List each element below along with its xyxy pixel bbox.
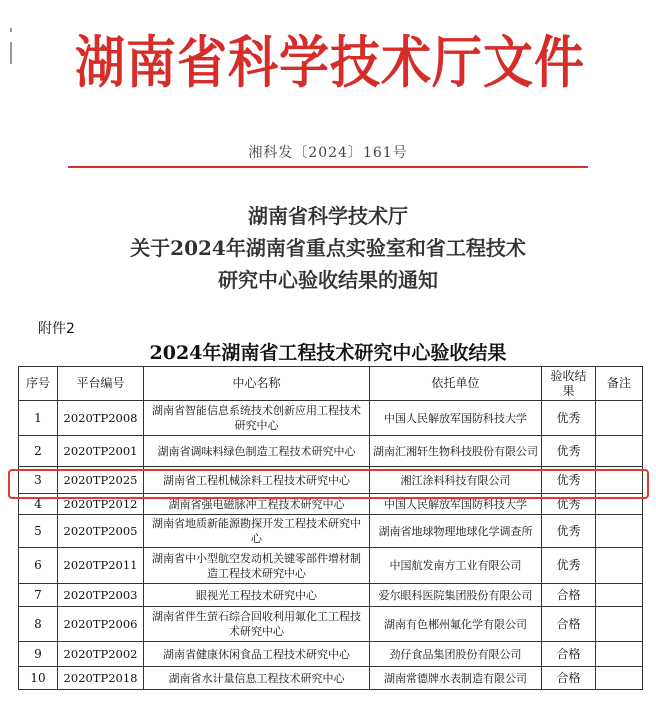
table-row — [19, 494, 643, 515]
header-note: 备注 — [596, 367, 643, 401]
cell-code: 2020TP2003 — [58, 584, 144, 607]
red-divider-line — [68, 166, 588, 168]
cell-name: 湖南省伴生萤石综合回收利用氟化工工程技术研究中心 — [144, 607, 370, 642]
table-row-highlighted — [19, 467, 643, 494]
cell-note — [596, 401, 643, 436]
cell-result: 优秀 — [542, 494, 596, 515]
cell-result: 合格 — [542, 642, 596, 667]
margin-mark — [10, 28, 12, 32]
cell-index: 7 — [19, 584, 58, 607]
cell-name: 湖南省地质新能源勘探开发工程技术研究中心 — [144, 515, 370, 548]
attachment-label: 附件2 — [38, 321, 75, 337]
results-table — [18, 366, 643, 690]
cell-code: 2020TP2001 — [58, 436, 144, 467]
header-result: 验收结果 — [542, 367, 596, 401]
cell-code: 2020TP2002 — [58, 642, 144, 667]
table-row — [19, 548, 643, 584]
cell-host: 湘江涂料科技有限公司 — [370, 467, 542, 494]
notice-title-line-3: 研究中心验收结果的通知 — [218, 268, 438, 292]
cell-note — [596, 467, 643, 494]
cell-name: 湖南省工程机械涂料工程技术研究中心 — [144, 467, 370, 494]
header-code: 平台编号 — [58, 367, 144, 401]
table-row — [19, 401, 643, 436]
notice-title — [0, 200, 656, 296]
cell-index: 5 — [19, 515, 58, 548]
cell-result: 优秀 — [542, 548, 596, 584]
cell-note — [596, 642, 643, 667]
table-row — [19, 667, 643, 690]
cell-host: 爱尔眼科医院集团股份有限公司 — [370, 584, 542, 607]
cell-index: 2 — [19, 436, 58, 467]
cell-index: 9 — [19, 642, 58, 667]
masthead-title: 湖南省科学技术厅文件 — [75, 29, 585, 96]
cell-note — [596, 436, 643, 467]
cell-index: 4 — [19, 494, 58, 515]
cell-host: 中国人民解放军国防科技大学 — [370, 494, 542, 515]
cell-result: 合格 — [542, 607, 596, 642]
document-number: 湘科发〔2024〕161号 — [248, 145, 408, 161]
notice-title-line-1: 湖南省科学技术厅 — [248, 204, 408, 228]
cell-note — [596, 515, 643, 548]
header-name: 中心名称 — [144, 367, 370, 401]
cell-code: 2020TP2005 — [58, 515, 144, 548]
cell-result: 优秀 — [542, 515, 596, 548]
cell-note — [596, 607, 643, 642]
cell-index: 1 — [19, 401, 58, 436]
cell-result: 合格 — [542, 584, 596, 607]
cell-note — [596, 494, 643, 515]
table-title: 2024年湖南省工程技术研究中心验收结果 — [149, 342, 507, 364]
cell-code: 2020TP2011 — [58, 548, 144, 584]
cell-index: 8 — [19, 607, 58, 642]
cell-note — [596, 548, 643, 584]
cell-host: 湖南常德牌水表制造有限公司 — [370, 667, 542, 690]
cell-index: 6 — [19, 548, 58, 584]
cell-result: 优秀 — [542, 436, 596, 467]
cell-name: 湖南省健康休闲食品工程技术研究中心 — [144, 642, 370, 667]
cell-note — [596, 584, 643, 607]
cell-name: 湖南省中小型航空发动机关键零部件增材制造工程技术研究中心 — [144, 548, 370, 584]
cell-index: 3 — [19, 467, 58, 494]
table-row — [19, 607, 643, 642]
cell-name: 湖南省强电磁脉冲工程技术研究中心 — [144, 494, 370, 515]
cell-code: 2020TP2012 — [58, 494, 144, 515]
cell-name: 湖南省智能信息系统技术创新应用工程技术研究中心 — [144, 401, 370, 436]
cell-code: 2020TP2006 — [58, 607, 144, 642]
cell-host: 湖南省地球物理地球化学调查所 — [370, 515, 542, 548]
table-row — [19, 436, 643, 467]
cell-host: 湖南有色郴州氟化学有限公司 — [370, 607, 542, 642]
cell-code: 2020TP2025 — [58, 467, 144, 494]
cell-host: 劲仔食品集团股份有限公司 — [370, 642, 542, 667]
header-index: 序号 — [19, 367, 58, 401]
cell-code: 2020TP2008 — [58, 401, 144, 436]
margin-mark — [10, 42, 12, 64]
cell-name: 湖南省水计量信息工程技术研究中心 — [144, 667, 370, 690]
cell-note — [596, 667, 643, 690]
cell-name: 湖南省调味料绿色制造工程技术研究中心 — [144, 436, 370, 467]
cell-result: 合格 — [542, 667, 596, 690]
cell-name: 眼视光工程技术研究中心 — [144, 584, 370, 607]
header-host: 依托单位 — [370, 367, 542, 401]
cell-code: 2020TP2018 — [58, 667, 144, 690]
cell-result: 优秀 — [542, 401, 596, 436]
cell-host: 中国人民解放军国防科技大学 — [370, 401, 542, 436]
cell-result: 优秀 — [542, 467, 596, 494]
document-header — [0, 0, 656, 300]
table-row — [19, 515, 643, 548]
table-row — [19, 642, 643, 667]
notice-title-line-2: 关于2024年湖南省重点实验室和省工程技术 — [130, 236, 526, 260]
cell-host: 湖南汇湘轩生物科技股份有限公司 — [370, 436, 542, 467]
table-row — [19, 584, 643, 607]
cell-index: 10 — [19, 667, 58, 690]
cell-host: 中国航发南方工业有限公司 — [370, 548, 542, 584]
table-header-row — [19, 367, 643, 401]
